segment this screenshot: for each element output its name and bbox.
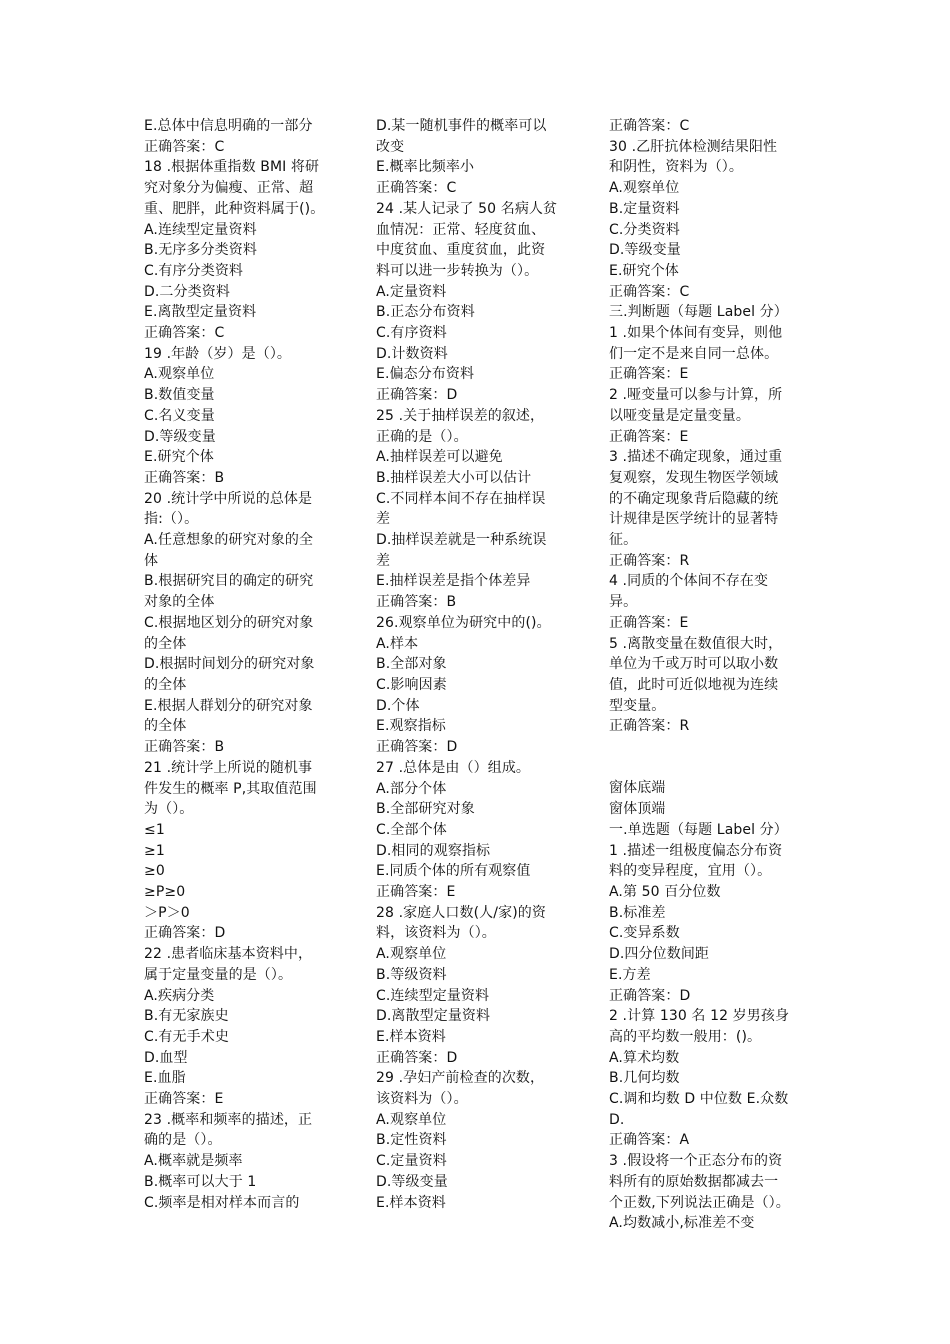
text-line: A.观察单位 bbox=[609, 180, 680, 197]
text-line: 正确答案：C bbox=[144, 138, 225, 155]
text-line: 26.观察单位为研究中的()。 bbox=[376, 614, 551, 631]
text-line: B.定性资料 bbox=[376, 1132, 447, 1149]
text-line: D.血型 bbox=[144, 1049, 188, 1066]
text-line: 的不确定现象背后隐藏的统 bbox=[609, 490, 779, 507]
text-line: E.总体中信息明确的一部分 bbox=[144, 118, 313, 134]
text-line: A.样本 bbox=[376, 635, 419, 652]
text-line: 正确答案：E bbox=[144, 1091, 224, 1108]
text-line: C.根据地区划分的研究对象 bbox=[144, 614, 314, 631]
text-line: 中度贫血、重度贫血，此资 bbox=[376, 242, 546, 259]
text-line: D.个体 bbox=[376, 697, 420, 714]
text-line: 该资料为（）。 bbox=[376, 1091, 468, 1108]
text-line: 18 .根据体重指数 BMI 将研 bbox=[144, 159, 320, 176]
text-line: D.抽样误差就是一种系统误 bbox=[376, 532, 547, 549]
text-line: 窗体底端 bbox=[609, 780, 666, 797]
text-line: 3 .描述不确定现象，通过重 bbox=[609, 449, 783, 466]
text-line: 差 bbox=[376, 552, 391, 569]
text-column-left bbox=[144, 116, 349, 1213]
text-line: ≥1 bbox=[144, 842, 165, 859]
text-line: E.样本资料 bbox=[376, 1194, 446, 1211]
text-line: A.观察单位 bbox=[376, 946, 447, 963]
text-line: 值，此时可近似地视为连续 bbox=[609, 676, 779, 693]
text-line: 高的平均数一般用：()。 bbox=[609, 1028, 762, 1045]
text-line: A.观察单位 bbox=[144, 366, 215, 383]
text-line: ＞P＞0 bbox=[144, 904, 190, 921]
text-line: A.概率就是频率 bbox=[144, 1153, 243, 1170]
text-line: D.等级变量 bbox=[609, 242, 681, 259]
text-column-middle bbox=[376, 116, 581, 1213]
text-line: 异。 bbox=[609, 594, 638, 611]
text-line: 1 .如果个体间有变异，则他 bbox=[609, 325, 783, 342]
text-line: 对象的全体 bbox=[144, 594, 215, 611]
text-line: A.定量资料 bbox=[376, 283, 447, 300]
text-line: E.离散型定量资料 bbox=[144, 304, 257, 321]
text-line: E.样本资料 bbox=[376, 1028, 446, 1045]
text-line: 正确答案：E bbox=[376, 884, 456, 901]
text-line: A.任意想象的研究对象的全 bbox=[144, 532, 314, 549]
text-line: 2 .计算 130 名 12 岁男孩身 bbox=[609, 1008, 790, 1025]
text-line: C.频率是相对样本而言的 bbox=[144, 1194, 300, 1211]
text-line: A.均数减小,标准差不变 bbox=[609, 1215, 755, 1232]
text-line: 料，该资料为（）。 bbox=[376, 925, 496, 942]
text-line: 正确答案：D bbox=[376, 1049, 458, 1066]
text-line: 正确答案：C bbox=[144, 325, 225, 342]
text-line: 改变 bbox=[376, 138, 405, 155]
text-line: D.计数资料 bbox=[376, 345, 448, 362]
text-line: 料可以进一步转换为（）。 bbox=[376, 262, 539, 279]
text-line: C.有无手术史 bbox=[144, 1028, 229, 1045]
text-line: E.研究个体 bbox=[609, 262, 679, 279]
text-line: B.无序多分类资料 bbox=[144, 242, 257, 259]
text-line: E.同质个体的所有观察值 bbox=[376, 863, 531, 880]
text-line: 19 .年龄（岁）是（）。 bbox=[144, 345, 292, 362]
text-line: B.标准差 bbox=[609, 904, 666, 921]
text-line: ≤1 bbox=[144, 821, 165, 838]
text-line: E.偏态分布资料 bbox=[376, 366, 475, 383]
text-block-upper bbox=[609, 116, 814, 737]
text-line: 正确答案：C bbox=[376, 180, 457, 197]
text-line: 血情况：正常、轻度贫血、 bbox=[376, 221, 546, 238]
text-line: C.不同样本间不存在抽样误 bbox=[376, 490, 546, 507]
text-line: B.概率可以大于 1 bbox=[144, 1173, 257, 1190]
text-line: 27 .总体是由（）组成。 bbox=[376, 759, 531, 776]
text-line: E.概率比频率小 bbox=[376, 159, 475, 176]
text-line: 为（）。 bbox=[144, 801, 194, 818]
text-line: 正确答案：R bbox=[609, 718, 690, 735]
text-line: A.疾病分类 bbox=[144, 987, 215, 1004]
text-line: 正确的是（）。 bbox=[376, 428, 468, 445]
text-line: 体 bbox=[144, 552, 159, 569]
text-line: 2 .哑变量可以参与计算，所 bbox=[609, 387, 783, 404]
text-line: B.抽样误差大小可以估计 bbox=[376, 469, 532, 486]
text-line: A.算术均数 bbox=[609, 1049, 680, 1066]
text-line: 窗体顶端 bbox=[609, 801, 666, 818]
text-line: E.观察指标 bbox=[376, 718, 446, 735]
text-line: A.连续型定量资料 bbox=[144, 221, 257, 238]
text-line: D.根据时间划分的研究对象 bbox=[144, 656, 315, 673]
text-line: 正确答案：R bbox=[609, 552, 690, 569]
text-line: 正确答案：B bbox=[144, 739, 225, 756]
text-line: D.相同的观察指标 bbox=[376, 842, 491, 859]
text-line: D.等级变量 bbox=[144, 428, 216, 445]
text-line: E.血脂 bbox=[144, 1070, 186, 1087]
text-line: 28 .家庭人口数(人/家)的资 bbox=[376, 904, 546, 921]
text-line: C.有序资料 bbox=[376, 325, 447, 342]
text-line: C.连续型定量资料 bbox=[376, 987, 490, 1004]
text-line: 指:（）。 bbox=[144, 511, 199, 528]
text-line: 23 .概率和频率的描述，正 bbox=[144, 1111, 313, 1128]
text-line: 正确答案：C bbox=[609, 118, 690, 134]
text-line: 的全体 bbox=[144, 718, 187, 735]
text-line: 正确答案：E bbox=[609, 428, 689, 445]
text-line: 正确答案：E bbox=[609, 614, 689, 631]
text-line: 差 bbox=[376, 511, 391, 528]
text-line: 的全体 bbox=[144, 676, 187, 693]
text-line: B.等级资料 bbox=[376, 966, 447, 983]
text-line: 征。 bbox=[609, 532, 638, 549]
text-line: 正确答案：C bbox=[609, 283, 690, 300]
text-line: 正确答案：B bbox=[144, 469, 225, 486]
text-line: 计规律是医学统计的显著特 bbox=[609, 511, 779, 528]
text-line: E.根据人群划分的研究对象 bbox=[144, 697, 313, 714]
text-line: C.有序分类资料 bbox=[144, 262, 244, 279]
text-line: D.等级变量 bbox=[376, 1173, 448, 1190]
text-line: 22 .患者临床基本资料中， bbox=[144, 946, 313, 963]
text-line: 复观察，发现生物医学领域 bbox=[609, 469, 779, 486]
text-line: 30 .乙肝抗体检测结果阳性 bbox=[609, 138, 778, 155]
text-line: 型变量。 bbox=[609, 697, 666, 714]
text-line: E.抽样误差是指个体差异 bbox=[376, 573, 531, 590]
text-line: 正确答案：D bbox=[376, 387, 458, 404]
text-line: 20 .统计学中所说的总体是 bbox=[144, 490, 313, 507]
text-line: C.名义变量 bbox=[144, 407, 215, 424]
text-line: 个正数,下列说法正确是（）。 bbox=[609, 1194, 790, 1211]
text-line: D.四分位数间距 bbox=[609, 946, 710, 963]
text-line: 正确答案：D bbox=[609, 987, 691, 1004]
text-line: 4 .同质的个体间不存在变 bbox=[609, 573, 769, 590]
text-line: B.数值变量 bbox=[144, 387, 215, 404]
text-line: 料所有的原始数据都减去一 bbox=[609, 1173, 779, 1190]
text-line: ≥0 bbox=[144, 863, 165, 880]
text-line: 单位为千或万时可以取小数 bbox=[609, 656, 779, 673]
text-line: A.抽样误差可以避免 bbox=[376, 449, 503, 466]
text-line: C.变异系数 bbox=[609, 925, 680, 942]
text-line: D.二分类资料 bbox=[144, 283, 230, 300]
text-line: 三.判断题（每题 Label 分） bbox=[609, 304, 788, 321]
text-line: C.定量资料 bbox=[376, 1153, 447, 1170]
text-line: 的全体 bbox=[144, 635, 187, 652]
text-line: 重、肥胖，此种资料属于()。 bbox=[144, 200, 325, 217]
text-line: 一.单选题（每题 Label 分） bbox=[609, 821, 788, 838]
text-line: ≥P≥0 bbox=[144, 884, 186, 901]
text-line: A.观察单位 bbox=[376, 1111, 447, 1128]
text-line: 25 .关于抽样误差的叙述， bbox=[376, 407, 545, 424]
text-line: C.调和均数 D 中位数 E.众数 bbox=[609, 1091, 789, 1108]
text-line: 件发生的概率 P,其取值范围 bbox=[144, 780, 317, 797]
text-line: A.第 50 百分位数 bbox=[609, 884, 721, 900]
section-gap bbox=[609, 737, 814, 778]
text-line: B.全部对象 bbox=[376, 656, 447, 673]
text-line: B.定量资料 bbox=[609, 200, 680, 217]
text-line: 正确答案：A bbox=[609, 1132, 690, 1149]
text-line: 24 .某人记录了 50 名病人贫 bbox=[376, 200, 558, 217]
text-line: D. bbox=[609, 1111, 625, 1128]
text-line: D.某一随机事件的概率可以 bbox=[376, 118, 547, 134]
text-line: 3 .假设将一个正态分布的资 bbox=[609, 1153, 783, 1170]
text-line: 料的变异程度，宜用（）。 bbox=[609, 863, 772, 880]
text-line: 正确答案：D bbox=[376, 739, 458, 756]
text-line: E.方差 bbox=[609, 966, 651, 983]
text-line: 究对象分为偏瘦、正常、超 bbox=[144, 180, 314, 197]
text-line: C.影响因素 bbox=[376, 676, 447, 693]
text-line: 1 .描述一组极度偏态分布资 bbox=[609, 842, 783, 859]
text-line: B.有无家族史 bbox=[144, 1008, 229, 1025]
text-line: B.正态分布资料 bbox=[376, 304, 475, 321]
text-line: 以哑变量是定量变量。 bbox=[609, 407, 750, 424]
text-line: 属于定量变量的是（）。 bbox=[144, 966, 293, 983]
text-line: B.几何均数 bbox=[609, 1070, 680, 1087]
text-line: 正确答案：B bbox=[376, 594, 457, 611]
text-line: 正确答案：E bbox=[609, 366, 689, 383]
text-line: E.研究个体 bbox=[144, 449, 214, 466]
text-line: B.根据研究目的确定的研究 bbox=[144, 573, 314, 590]
text-line: 确的是（）。 bbox=[144, 1132, 222, 1149]
text-block-lower bbox=[609, 778, 814, 1233]
text-line: 正确答案：D bbox=[144, 925, 226, 942]
text-line: A.部分个体 bbox=[376, 780, 447, 797]
text-line: 21 .统计学上所说的随机事 bbox=[144, 759, 313, 776]
text-line: C.分类资料 bbox=[609, 221, 680, 238]
text-line: 们一定不是来自同一总体。 bbox=[609, 345, 779, 362]
text-line: B.全部研究对象 bbox=[376, 801, 475, 818]
text-line: 29 .孕妇产前检查的次数， bbox=[376, 1070, 545, 1087]
text-line: C.全部个体 bbox=[376, 821, 447, 838]
text-column-right bbox=[609, 116, 814, 1234]
text-line: 和阴性，资料为（）。 bbox=[609, 159, 743, 176]
text-line: 5 .离散变量在数值很大时， bbox=[609, 635, 783, 652]
text-line: D.离散型定量资料 bbox=[376, 1008, 491, 1025]
